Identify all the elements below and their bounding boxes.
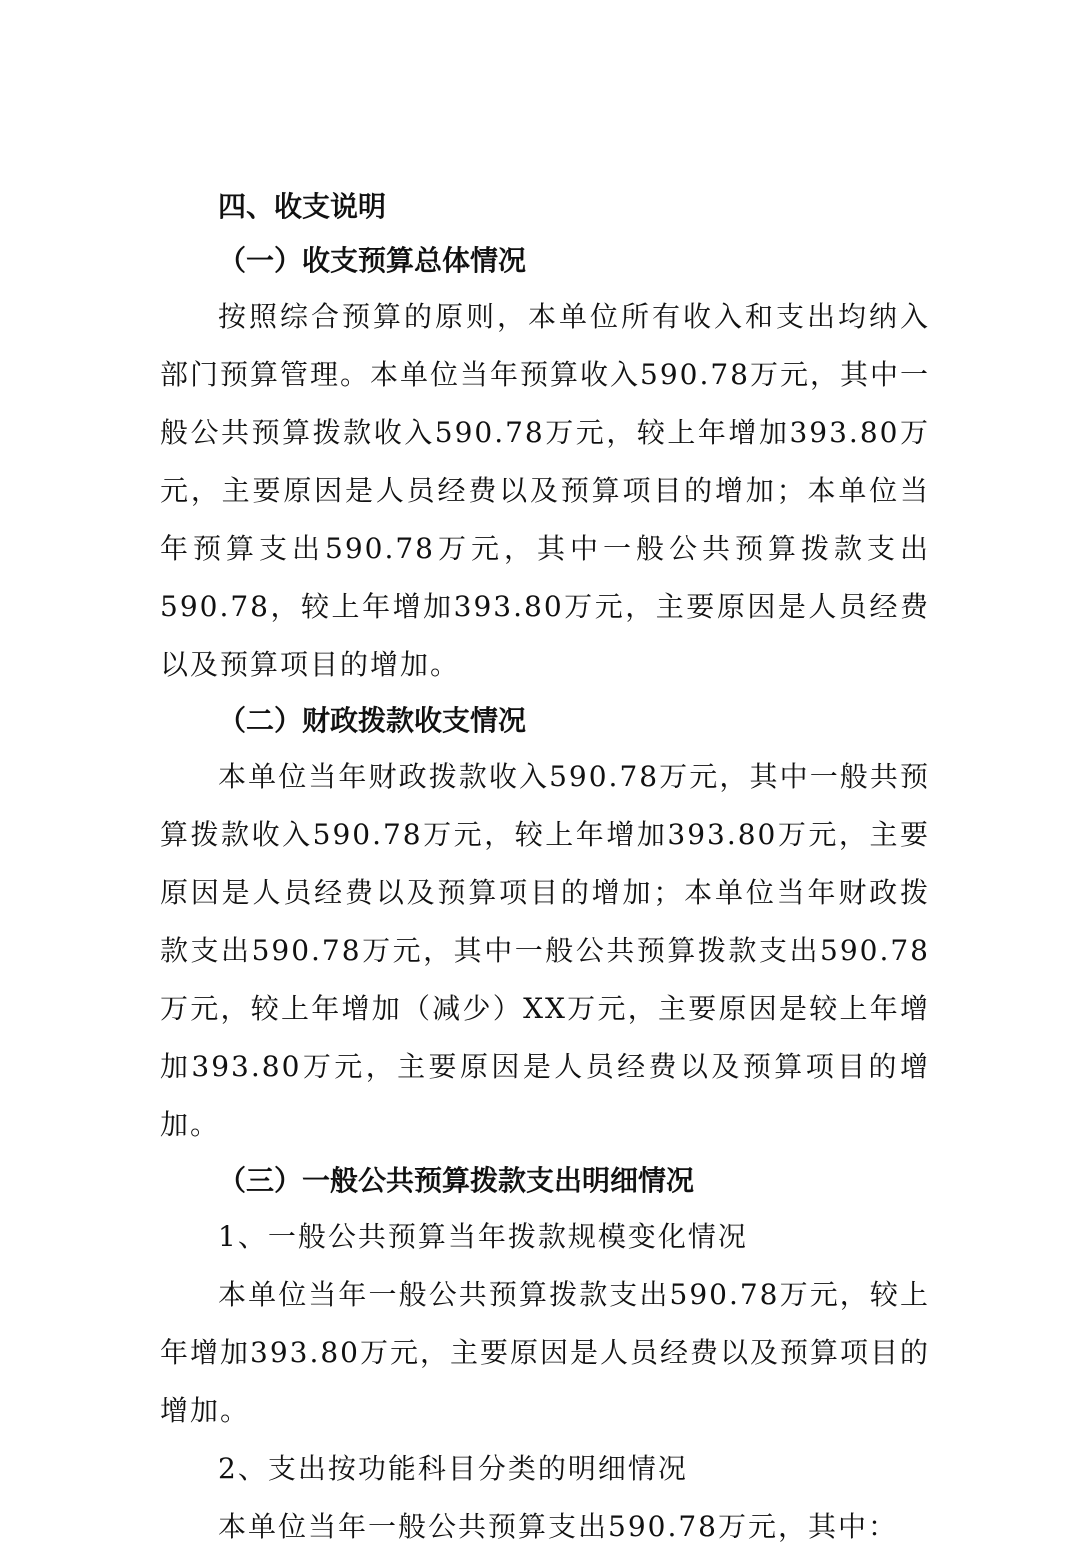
part3-item2-paragraph: 本单位当年一般公共预算支出590.78万元，其中： [218,1510,898,1543]
part3-item1-title: 1、一般公共预算当年拨款规模变化情况 [218,1220,748,1253]
part3-item2-title: 2、支出按功能科目分类的明细情况 [218,1452,688,1485]
part1-title: （一）收支预算总体情况 [218,244,527,277]
document-body [160,180,930,1556]
part1-paragraph: 按照综合预算的原则，本单位所有收入和支出均纳入部门预算管理。本单位当年预算收入590.78万元，其中一般公共预算拨款收入590.78万元，较上年增加393.80万元，主要原因是人员经费以及预算项目的增加；本单位当年预算支出590.78万元，其中一般公共预算拨款支出590.78，较上年增加393.80万元，主要原因是人员经费以及预算项目的增加。 [160,300,930,681]
part2-title: （二）财政拨款收支情况 [218,704,527,737]
part3-item1-paragraph: 本单位当年一般公共预算拨款支出590.78万元，较上年增加393.80万元，主要原因是人员经费以及预算项目的增加。 [160,1278,930,1427]
section-title: 四、收支说明 [218,190,387,223]
part3-title: （三）一般公共预算拨款支出明细情况 [218,1164,695,1197]
part2-paragraph: 本单位当年财政拨款收入590.78万元，其中一般共预算拨款收入590.78万元，较上年增加393.80万元，主要原因是人员经费以及预算项目的增加；本单位当年财政拨款支出590.78万元，其中一般公共预算拨款支出590.78万元，较上年增加（减少）XX万元，主要原因是较上年增加393.80万元，主要原因是人员经费以及预算项目的增加。 [160,760,930,1141]
